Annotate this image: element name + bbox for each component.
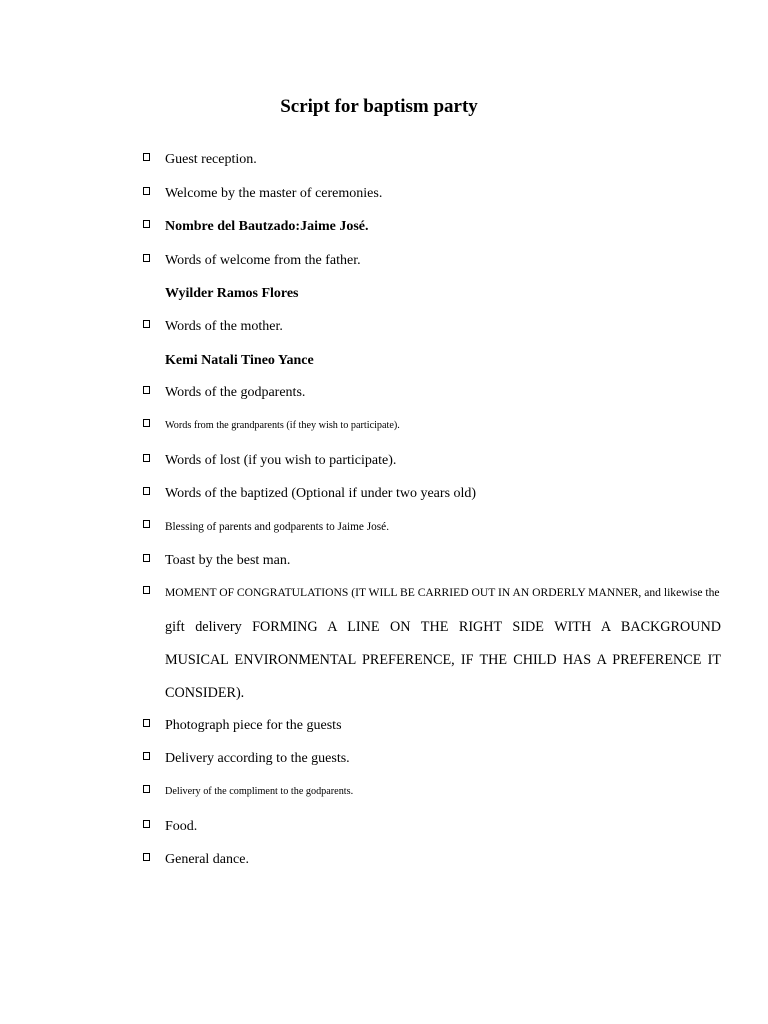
list-item bbox=[0, 516, 768, 538]
list-item-text: Blessing of parents and godparents to Jaime José. bbox=[165, 521, 390, 533]
list-item bbox=[0, 415, 768, 437]
list-item-text: General dance. bbox=[165, 852, 249, 867]
mother-name: Kemi Natali Tineo Yance bbox=[165, 353, 314, 368]
checkbox-icon bbox=[143, 752, 150, 760]
list-item-text: MOMENT OF CONGRATULATIONS (IT WILL BE CARRIED OUT IN AN ORDERLY MANNER, and likewise the bbox=[165, 586, 720, 599]
list-item bbox=[0, 582, 768, 604]
list-item-text: Delivery according to the guests. bbox=[165, 751, 350, 766]
list-item bbox=[0, 781, 768, 803]
list-item bbox=[0, 550, 768, 572]
checkbox-icon bbox=[143, 320, 150, 328]
list-item bbox=[0, 350, 768, 372]
checkbox-icon bbox=[143, 586, 150, 594]
checkbox-icon bbox=[143, 820, 150, 828]
checkbox-icon bbox=[143, 853, 150, 861]
checkbox-icon bbox=[143, 785, 150, 793]
list-item bbox=[0, 216, 768, 238]
list-item bbox=[0, 183, 768, 205]
list-item bbox=[0, 149, 768, 171]
checkbox-icon bbox=[143, 153, 150, 161]
list-item-text: CONSIDER). bbox=[165, 685, 245, 701]
father-name: Wyilder Ramos Flores bbox=[165, 286, 299, 301]
baptized-name: Nombre del Bautzado:Jaime José. bbox=[165, 219, 369, 234]
list-item-text: Words of the mother. bbox=[165, 319, 283, 334]
list-item-text: Photograph piece for the guests bbox=[165, 718, 342, 733]
list-item-text: Words from the grandparents (if they wish to participate). bbox=[165, 420, 400, 431]
list-item-text: Delivery of the compliment to the godparents. bbox=[165, 786, 354, 797]
list-item-continuation bbox=[0, 616, 768, 638]
list-item-text: Food. bbox=[165, 819, 198, 834]
list-item bbox=[0, 450, 768, 472]
list-item-text: Words of the baptized (Optional if under two years old) bbox=[165, 486, 477, 501]
page-title: Script for baptism party bbox=[280, 96, 478, 117]
list-item-text: Words of welcome from the father. bbox=[165, 253, 361, 268]
checkbox-icon bbox=[143, 520, 150, 528]
list-item bbox=[0, 382, 768, 404]
list-item bbox=[0, 715, 768, 737]
list-item-text: Words of lost (if you wish to participate). bbox=[165, 453, 397, 468]
list-item-text: Welcome by the master of ceremonies. bbox=[165, 186, 383, 201]
checkbox-icon bbox=[143, 386, 150, 394]
list-item-text: gift delivery FORMING A LINE ON THE RIGHT SIDE WITH A BACKGROUND bbox=[165, 619, 721, 635]
list-item bbox=[0, 316, 768, 338]
checkbox-icon bbox=[143, 254, 150, 262]
list-item-text: Guest reception. bbox=[165, 152, 257, 167]
checkbox-icon bbox=[143, 719, 150, 727]
list-item bbox=[0, 748, 768, 770]
list-item bbox=[0, 816, 768, 838]
checkbox-icon bbox=[143, 487, 150, 495]
checkbox-icon bbox=[143, 454, 150, 462]
list-item-continuation bbox=[0, 649, 768, 671]
checkbox-icon bbox=[143, 419, 150, 427]
checkbox-icon bbox=[143, 554, 150, 562]
checkbox-icon bbox=[143, 220, 150, 228]
list-item-text: Words of the godparents. bbox=[165, 385, 306, 400]
list-item bbox=[0, 483, 768, 505]
checkbox-icon bbox=[143, 187, 150, 195]
list-item-text: MUSICAL ENVIRONMENTAL PREFERENCE, IF THE CHILD HAS A PREFERENCE IT bbox=[165, 652, 721, 668]
list-item bbox=[0, 283, 768, 305]
list-item bbox=[0, 250, 768, 272]
list-item bbox=[0, 849, 768, 871]
list-item-continuation bbox=[0, 682, 768, 704]
list-item-text: Toast by the best man. bbox=[165, 553, 291, 568]
